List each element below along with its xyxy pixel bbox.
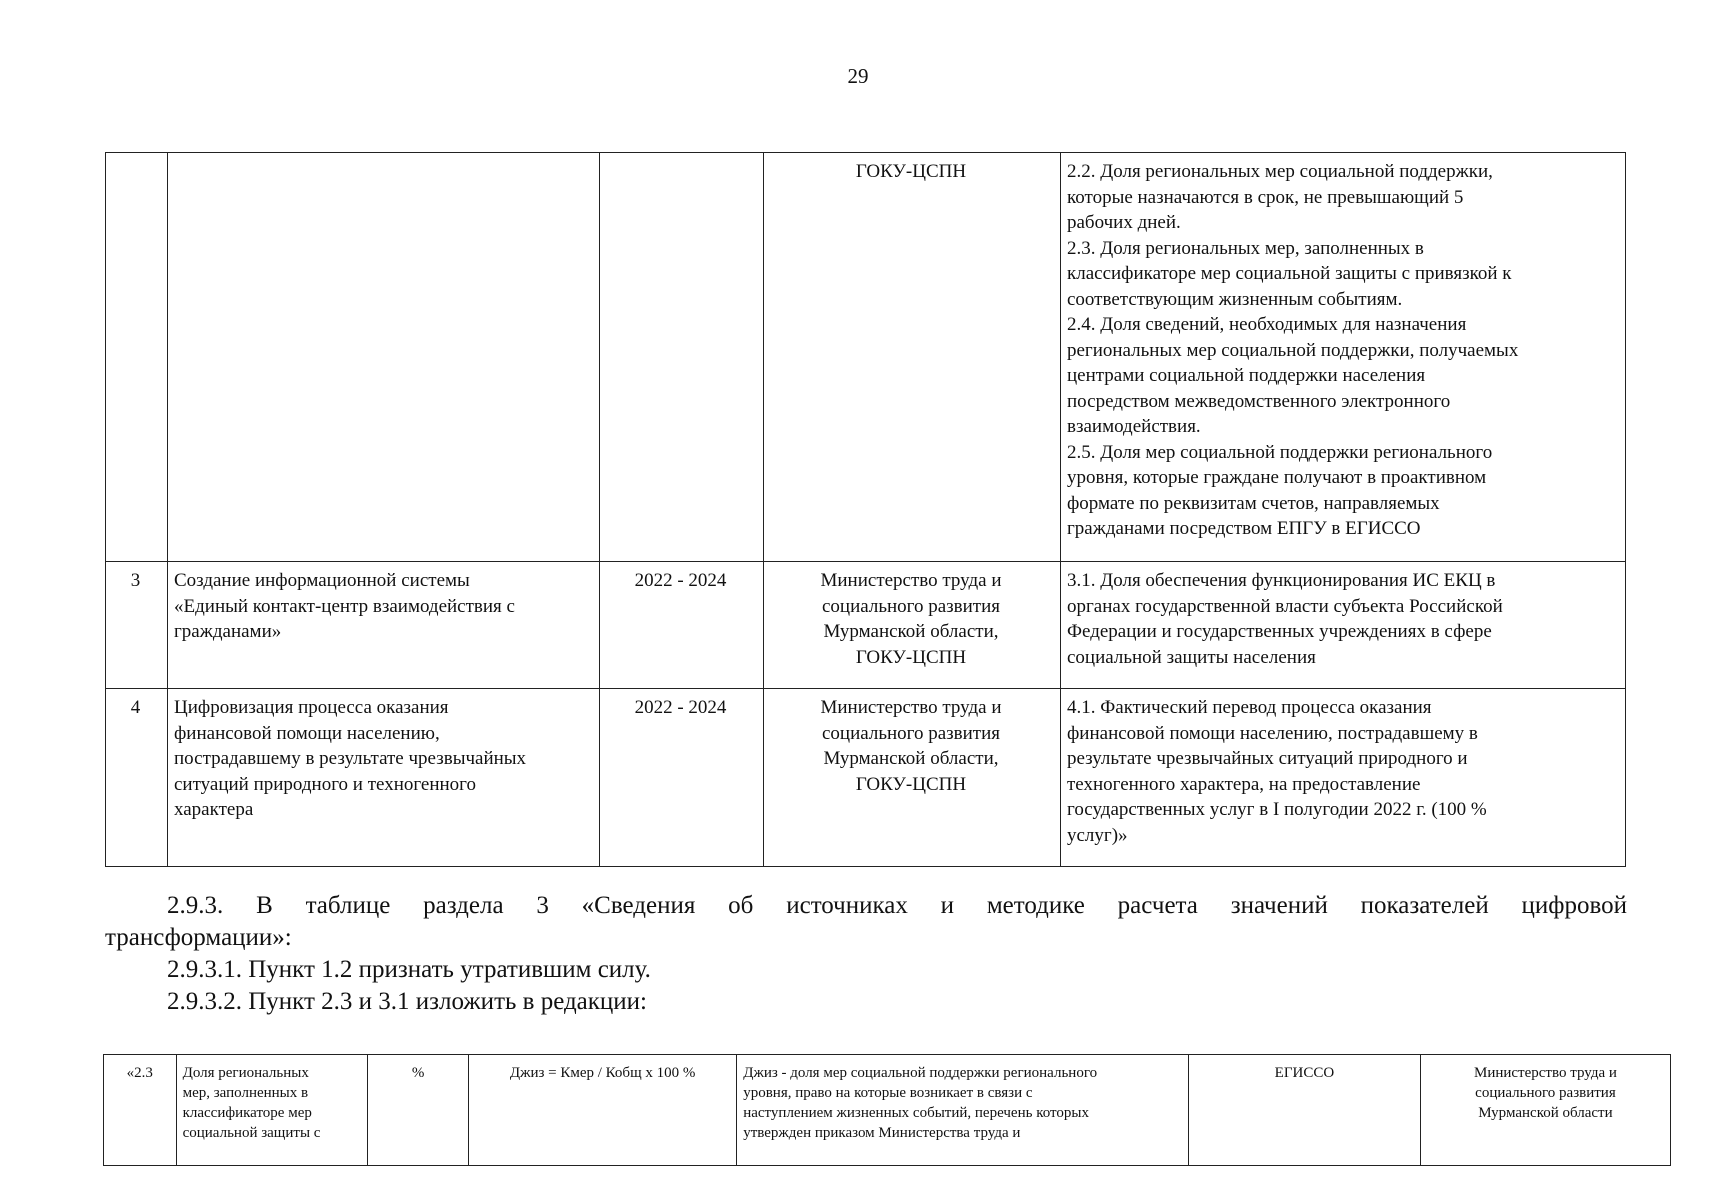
measure-name-line: гражданами»	[174, 621, 282, 642]
description-line: наступлением жизненных событий, перечень которых	[743, 1105, 1089, 1121]
source-cell: ЕГИССО	[1188, 1055, 1420, 1166]
indicator-line: результате чрезвычайных ситуаций природного и	[1067, 748, 1468, 769]
executor-line: ГОКУ-ЦСПН	[855, 646, 967, 668]
indicator-line: рабочих дней.	[1067, 212, 1181, 233]
executor-line: Мурманской области,	[823, 621, 999, 642]
indicator-line: соответствующим жизненным событиям.	[1067, 288, 1403, 310]
indicator-name-line: мер, заполненных в	[182, 1085, 309, 1101]
executor-line: Министерство труда и	[820, 570, 1002, 591]
executor-line: Министерство труда и	[820, 697, 1002, 718]
indicator-line: уровня, которые граждане получают в проактивном	[1067, 467, 1487, 488]
executor-cell	[764, 153, 1061, 562]
period-cell: 2022 - 2024	[600, 689, 764, 867]
description-line: уровня, право на которые возникает в связи с	[743, 1085, 1033, 1101]
table-row	[106, 153, 1626, 562]
measure-name-line: ситуаций природного и техногенного	[174, 773, 476, 795]
indicators-methodology-table	[103, 1054, 1671, 1166]
indicator-line: финансовой помощи населению, пострадавшему в	[1067, 722, 1478, 744]
indicator-line: которые назначаются в срок, не превышающий 5	[1067, 186, 1464, 208]
paragraph-line: 2.9.3.1. Пункт 1.2 признать утратившим силу.	[167, 956, 651, 983]
indicator-line: формате по реквизитам счетов, направляемых	[1067, 492, 1440, 514]
executor-line: Мурманской области,	[823, 748, 999, 769]
paragraph-line: трансформации»:	[105, 924, 292, 951]
indicator-line: гражданами посредством ЕПГУ в ЕГИССО	[1067, 518, 1421, 539]
page-number: 29	[847, 64, 869, 88]
indicators-cell	[1061, 689, 1626, 867]
measure-name-line: «Единый контакт-центр взаимодействия с	[174, 595, 515, 617]
table-row	[104, 1055, 1671, 1166]
row-number-cell: 4	[106, 689, 168, 867]
executor-cell	[764, 689, 1061, 867]
amendment-paragraph	[105, 890, 1627, 954]
indicator-name-line: Доля региональных	[182, 1065, 309, 1081]
measure-name-line: Создание информационной системы	[174, 570, 470, 591]
responsible-cell	[1420, 1055, 1670, 1166]
indicator-line: 2.3. Доля региональных мер, заполненных в	[1067, 237, 1424, 259]
measure-name-cell	[168, 689, 600, 867]
measure-name-line: пострадавшему в результате чрезвычайных	[174, 748, 527, 769]
measure-name-line: финансовой помощи населению,	[174, 722, 440, 744]
indicator-line: 3.1. Доля обеспечения функционирования ИС ЕКЦ в	[1067, 570, 1496, 591]
unit-cell: %	[368, 1055, 469, 1166]
period-cell: 2022 - 2024	[600, 562, 764, 689]
measures-table	[105, 152, 1626, 867]
indicator-name-line: социальной защиты с	[182, 1125, 321, 1141]
paragraph-line: 2.9.3. В таблице раздела 3 «Сведения об источниках и методике расчета значений показателей цифровой	[167, 892, 1627, 919]
executor-line: социального развития	[821, 722, 1001, 744]
period-cell	[600, 153, 764, 562]
indicator-line: региональных мер социальной поддержки, получаемых	[1067, 339, 1519, 361]
amendment-item	[105, 986, 1627, 1018]
row-number-cell	[106, 153, 168, 562]
responsible-line: Министерство труда и	[1473, 1065, 1617, 1081]
indicator-line: техногенного характера, на предоставление	[1067, 773, 1421, 795]
formula-cell: Джиз = Кмер / Кобщ х 100 %	[469, 1055, 737, 1166]
description-line: Джиз - доля мер социальной поддержки регионального	[743, 1065, 1098, 1081]
indicator-line: взаимодействия.	[1067, 416, 1201, 437]
indicators-cell	[1061, 153, 1626, 562]
indicator-line: 2.2. Доля региональных мер социальной поддержки,	[1067, 161, 1493, 182]
indicator-line: центрами социальной поддержки населения	[1067, 365, 1426, 386]
executor-cell	[764, 562, 1061, 689]
indicator-name-cell	[176, 1055, 368, 1166]
indicator-line: классификаторе мер социальной защиты с привязкой к	[1067, 263, 1512, 284]
measure-name-cell	[168, 153, 600, 562]
responsible-line: Мурманской области	[1478, 1105, 1613, 1121]
description-cell	[737, 1055, 1189, 1166]
executor-text: ГОКУ-ЦСПН	[855, 161, 967, 182]
indicator-line: органах государственной власти субъекта Российской	[1067, 595, 1503, 617]
row-number-cell: 3	[106, 562, 168, 689]
amendment-item	[105, 954, 1627, 986]
paragraph-line: 2.9.3.2. Пункт 2.3 и 3.1 изложить в редакции:	[167, 988, 648, 1015]
measure-name-line: Цифровизация процесса оказания	[174, 697, 449, 718]
indicator-line: Федерации и государственных учреждениях в сфере	[1067, 621, 1492, 642]
responsible-line: социального развития	[1475, 1085, 1616, 1101]
executor-line: социального развития	[821, 595, 1001, 617]
measure-name-cell	[168, 562, 600, 689]
indicators-cell	[1061, 562, 1626, 689]
measure-name-line: характера	[174, 799, 254, 820]
indicator-line: 2.5. Доля мер социальной поддержки регионального	[1067, 441, 1493, 463]
indicator-line: 4.1. Фактический перевод процесса оказания	[1067, 697, 1432, 718]
item-number-cell: «2.3	[104, 1055, 177, 1166]
executor-line: ГОКУ-ЦСПН	[855, 773, 967, 795]
table-row	[106, 562, 1626, 689]
indicator-line: государственных услуг в I полугодии 2022 г. (100 %	[1067, 799, 1487, 820]
table-row	[106, 689, 1626, 867]
indicator-line: посредством межведомственного электронного	[1067, 390, 1451, 412]
indicator-line: социальной защиты населения	[1067, 646, 1316, 668]
description-line: утвержден приказом Министерства труда и	[743, 1125, 1021, 1141]
indicator-line: 2.4. Доля сведений, необходимых для назначения	[1067, 314, 1467, 335]
indicator-line: услуг)»	[1067, 824, 1128, 846]
indicator-name-line: классификаторе мер	[182, 1105, 312, 1121]
